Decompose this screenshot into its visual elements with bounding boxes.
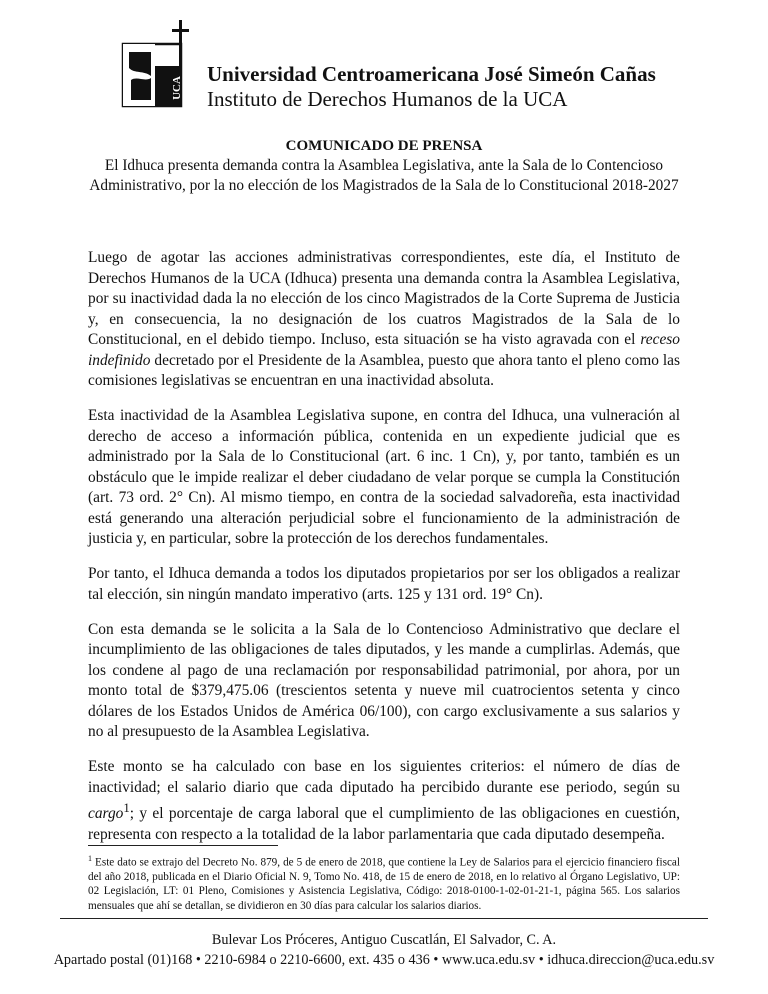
- logo-text: UCA: [171, 76, 183, 100]
- footnote-divider: [88, 845, 278, 846]
- institute-name: Instituto de Derechos Humanos de la UCA: [207, 87, 568, 111]
- release-body: [88, 248, 680, 860]
- footnote-reference: 1: [123, 801, 130, 815]
- paragraph-5-emphasis: cargo: [88, 805, 124, 823]
- paragraph-3: Por tanto, el Idhuca demanda a todos los diputados propietarios por ser los obligados a realizar tal elección, sin ningún mandato imperativo (arts. 125 y 131 ord. 19° Cn).: [88, 565, 680, 603]
- footnote-text: Este dato se extrajo del Decreto No. 879, de 5 de enero de 2018, que contiene la Ley de Salarios para el ejercicio financiero fiscal del año 2018, publicada en el Diario Oficial N. 9, Tomo No. 418, de 15 de enero de 2018, en lo relativo al Órgano Legislativo, UP: 02 Legislación, LT: 01 Pleno, Comisiones y Asistencia Legislativa, Código: 2018-0100-1-02-01-21-1, página 565. Los salarios mensuales que ahí se detallan, se dividieron en 30 días para calcular los salarios diarios.: [88, 856, 680, 912]
- paragraph-4: Con esta demanda se le solicita a la Sala de lo Contencioso Administrativo que declare el incumplimiento de las obligaciones de tales diputados, y les mande a cumplirlas. Además, que los condene al pago de una reclamación por responsabilidad patrimonial, por ahora, por un monto total de $379,475.06 (trescientos setenta y nueve mil cuatrocientos setenta y cinco dólares de los Estados Unidos de América 06/100), con cargo exclusivamente a sus salarios y no al presupuesto de la Asamblea Legislativa.: [88, 620, 680, 740]
- footnote-number: 1: [88, 854, 92, 863]
- paragraph-2: Esta inactividad de la Asamblea Legislativa supone, en contra del Idhuca, una vulneración al derecho de acceso a información pública, contenida en un expediente judicial que es administrado por la Sala de lo Constitucional (art. 6 inc. 1 Cn), y, por tanto, también es un obstáculo que le impide realizar el deber ciudadano de velar porque se cumpla la Constitución (art. 73 ord. 2° Cn). Al mismo tiempo, en contra de la sociedad salvadoreña, esta inactividad está generando una alteración perjudicial sobre el funcionamiento de la administración de justicia y, en particular, sobre la protección de los derechos fundamentales.: [88, 407, 680, 547]
- footer: [40, 930, 728, 970]
- uca-logo: [121, 18, 201, 110]
- footnote: [88, 852, 680, 913]
- paragraph-1-text-b: decretado por el Presidente de la Asamblea, puesto que ahora tanto el pleno como las comisiones legislativas se encuentran en una inactividad absoluta.: [88, 351, 680, 389]
- paragraph-1-text-a: Luego de agotar las acciones administrativas correspondientes, este día, el Instituto de Derechos Humanos de la UCA (Idhuca) presenta una demanda contra la Asamblea Legislativa, por su inactividad dada la no elección de los cinco Magistrados de la Corte Suprema de Justicia y, en consecuencia, la no designación de los cuatros Magistrados de la Sala de lo Constitucional, en el debido tiempo. Incluso, esta situación se ha visto agravada con el: [88, 249, 680, 348]
- footer-contact: Apartado postal (01)168 • 2210-6984 o 2210-6600, ext. 435 o 436 • www.uca.edu.sv • idhuca.direccion@uca.edu.sv: [53, 952, 715, 968]
- letterhead: [121, 18, 681, 113]
- university-name: Universidad Centroamericana José Simeón Cañas: [207, 62, 656, 86]
- footer-address: Bulevar Los Próceres, Antiguo Cuscatlán, El Salvador, C. A.: [211, 932, 557, 948]
- release-heading: [60, 138, 708, 196]
- paragraph-5-text-b: ; y el porcentaje de carga laboral que el cumplimiento de las obligaciones en cuestión, representa con respecto a la totalidad de la labor parlamentaria que cada diputado desempeña.: [88, 805, 680, 843]
- release-title: COMUNICADO DE PRENSA: [285, 138, 483, 154]
- release-subtitle: [60, 156, 708, 196]
- paragraph-5: [88, 757, 680, 845]
- footer-divider: [60, 918, 708, 919]
- subtitle-line-2: Administrativo, por la no elección de los Magistrados de la Sala de lo Constitucional 2018-2027: [89, 177, 679, 194]
- paragraph-1-emphasis: receso indefinido: [88, 331, 680, 369]
- subtitle-line-1: El Idhuca presenta demanda contra la Asamblea Legislativa, ante la Sala de lo Contencioso: [104, 157, 664, 174]
- paragraph-5-text-a: Este monto se ha calculado con base en los siguientes criterios: el número de días de inactividad; el salario diario que cada diputado ha percibido durante ese periodo, según su: [88, 758, 680, 796]
- paragraph-1: [88, 248, 680, 392]
